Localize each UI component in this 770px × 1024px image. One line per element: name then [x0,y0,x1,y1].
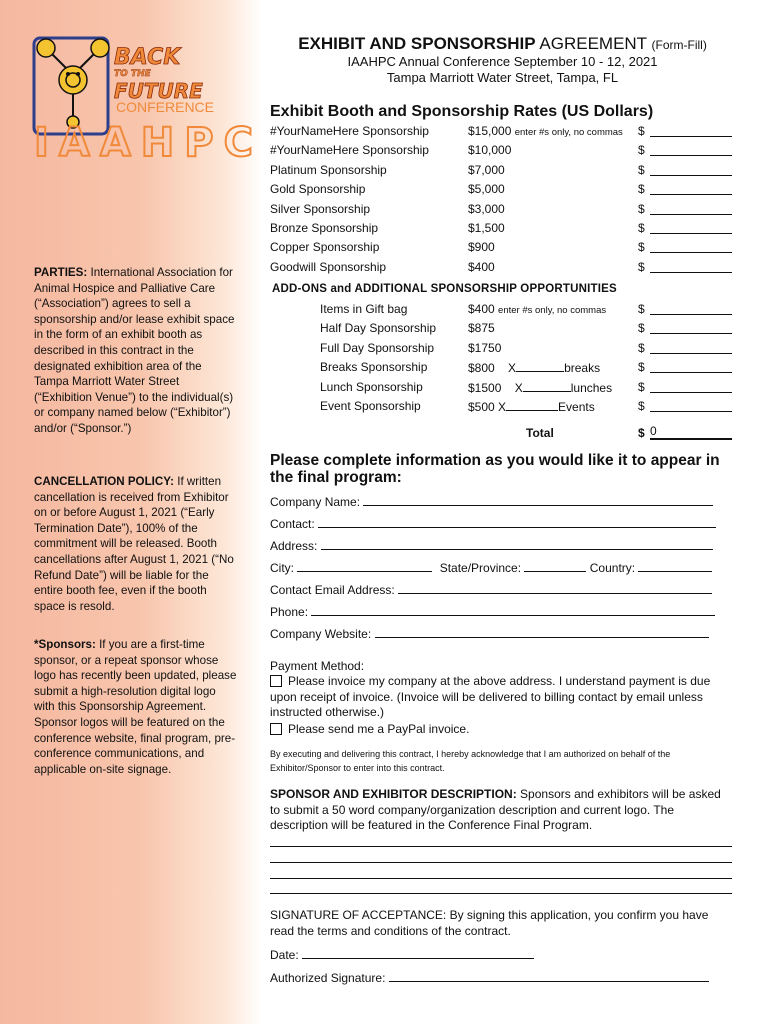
rate-row [270,163,735,181]
rate-dollar: $ [638,162,645,177]
addon-dollar: $ [638,360,645,375]
addon-name: Full Day Sponsorship [320,340,435,355]
logo-tothe-text: TO THE [114,69,151,79]
addon-amount-input[interactable] [650,372,732,373]
rate-row [270,202,735,220]
rate-name: Bronze Sponsorship [270,221,379,235]
rate-amount-input[interactable] [650,272,732,273]
addon-dollar: $ [638,321,645,336]
addon-amount: $800 X breaks [468,361,601,376]
addon-amount: $400 enter #s only, no commas [468,302,607,316]
rate-name: #YourNameHere Sponsorship [270,143,429,158]
rate-row [270,221,735,239]
rate-amount: $1,500 [468,221,505,235]
city-state-country-row[interactable]: City: State/Province: Country: [270,560,720,576]
rate-dollar: $ [638,221,645,235]
description-line-2[interactable] [270,862,732,863]
addon-row [270,341,735,359]
rate-dollar: $ [638,124,645,138]
rate-dollar: $ [638,259,645,274]
rate-amount: $10,000 [468,143,512,158]
description-label: SPONSOR AND EXHIBITOR DESCRIPTION: [270,787,517,801]
signature-acceptance-text: SIGNATURE OF ACCEPTANCE: By signing this application, you confirm you have read the terms and conditions of the contract. [270,908,709,938]
rate-name: Silver Sponsorship [270,201,371,216]
phone-field[interactable]: Phone: [270,604,720,620]
rate-amount-input[interactable] [650,155,732,156]
addon-qty-input[interactable] [516,360,564,372]
description-line-1[interactable] [270,846,732,847]
rate-row [270,240,735,258]
rate-amount-input[interactable] [650,136,732,137]
rate-amount-input[interactable] [650,233,732,234]
logo-back-text: BACK [114,45,181,70]
page-title: EXHIBIT AND SPONSORSHIP AGREEMENT (Form-Fill) [298,34,707,53]
parties-label: PARTIES: [34,266,88,279]
rate-dollar: $ [638,182,645,197]
rate-name: Copper Sponsorship [270,240,380,255]
addon-amount: $1500 X lunches [468,380,613,395]
rate-amount: $15,000 enter #s only, no commas [468,124,623,138]
sponsors-label: *Sponsors: [34,638,96,651]
rate-name: Platinum Sponsorship [270,162,387,177]
rate-name: #YourNameHere Sponsorship [270,124,429,138]
addon-amount-input[interactable] [650,333,732,334]
addons-heading: ADD-ONS and ADDITIONAL SPONSORSHIP OPPORTUNITIES [272,283,617,295]
authorization-text: By executing and delivering this contract, I hereby acknowledge that I am authorized on behalf of the Exhibitor/Sponsor to enter into this contract. [270,749,671,773]
rates-heading: Exhibit Booth and Sponsorship Rates (US Dollars) [270,103,654,120]
rate-name: Goodwill Sponsorship [270,259,387,274]
form-main [270,0,735,1024]
paypal-checkbox[interactable] [270,723,282,735]
description-line-3[interactable] [270,878,732,879]
rate-name: Gold Sponsorship [270,182,366,197]
addon-row [270,380,735,398]
logo-conference-text: CONFERENCE [116,99,215,115]
rate-amount-input[interactable] [650,175,732,176]
rate-amount: $7,000 [468,162,505,177]
addon-amount: $1750 [468,340,502,355]
total-dollar: $ [638,426,645,440]
addon-name: Items in Gift bag [320,302,408,316]
addon-row [270,399,735,417]
addon-amount-input[interactable] [650,353,732,354]
addon-amount-input[interactable] [650,411,732,412]
payment-label: Payment Method: [270,659,365,673]
total-row [270,426,735,444]
contact-email-field[interactable]: Contact Email Address: [270,582,720,598]
addon-row [270,302,735,320]
sidebar-panel [0,0,262,1024]
payment-option-paypal: Please send me a PayPal invoice. [270,722,732,738]
rate-amount-input[interactable] [650,252,732,253]
rate-dollar: $ [638,143,645,158]
addon-dollar: $ [638,302,645,316]
rate-row [270,143,735,161]
addon-amount-input[interactable] [650,314,732,315]
program-heading: Please complete information as you would like it to appear in the final program: [270,452,720,486]
authorized-signature-field[interactable]: Authorized Signature: [270,970,720,986]
addon-name: Event Sponsorship [320,399,421,413]
cancellation-label: CANCELLATION POLICY: [34,475,174,488]
addon-amount: $500 X Events [468,400,595,414]
rate-amount: $400 [468,259,495,274]
addon-dollar: $ [638,340,645,355]
rate-amount: $5,000 [468,182,505,197]
rate-dollar: $ [638,240,645,255]
org-wordmark: IAAHPC [34,120,263,166]
addon-qty-input[interactable] [506,399,558,411]
description-section: SPONSOR AND EXHIBITOR DESCRIPTION: Sponsors and exhibitors will be asked to submit a 50 word company/organization description and current logo. The description will be featured in the Conference Final Program. [270,787,721,832]
total-field[interactable]: 0 [650,424,732,440]
contact-field[interactable]: Contact: [270,516,720,532]
sponsors-text: *Sponsors: If you are a first-time sponsor, or a repeat sponsor whose logo has recently been updated, please submit a high-resolution digital logo with this Sponsorship Agreement. Sponsor logos will be featured on the conference website, final program, pre-conference communications, and applicable on-site signage. [34,638,237,776]
rate-row [270,260,735,278]
cancellation-text: CANCELLATION POLICY: If written cancellation is received from Exhibitor on or before August 1, 2021 (“Early Termination Date”), 100% of the commitment will be released. Booth cancellations after August 1, 2021 (“No Refund Date”) will be liable for the entire booth fee, even if the booth space is resold. [34,475,234,613]
payment-option-invoice: Please invoice my company at the above address. I understand payment is due upon receipt of invoice. (Invoice will be delivered to billing contact by email unless instructed otherwise.) [270,674,711,719]
rate-dollar: $ [638,201,645,216]
addon-amount-input[interactable] [650,392,732,393]
conference-subtitle: IAAHPC Annual Conference September 10 - 12, 2021 [347,54,658,69]
rate-amount: $3,000 [468,201,505,216]
parties-text: PARTIES: International Association for Animal Hospice and Palliative Care (“Association”) agrees to sell a sponsorship and/or lease exhibit space in the form of an exhibit booth as described in this contract in the designated exhibition area of the Tampa Marriott Water Street (“Exhibition Venue”) to the individual(s) or company named below (“Exhibitor”) and/or (“Sponsor.”) [34,266,235,435]
addon-name: Breaks Sponsorship [320,360,428,375]
logo-future-text: FUTURE [114,79,203,103]
rate-amount-input[interactable] [650,214,732,215]
rate-amount: $900 [468,240,495,255]
venue-subtitle: Tampa Marriott Water Street, Tampa, FL [386,70,619,85]
rate-row [270,124,735,142]
invoice-checkbox[interactable] [270,675,282,687]
rate-row [270,182,735,200]
addon-row [270,360,735,378]
addon-qty-input[interactable] [523,380,571,392]
addon-name: Half Day Sponsorship [320,321,437,336]
addon-name: Lunch Sponsorship [320,379,423,394]
rate-amount-input[interactable] [650,194,732,195]
addon-dollar: $ [638,379,645,394]
total-label: Total [526,426,554,440]
date-field[interactable]: Date: [270,947,720,963]
website-field[interactable]: Company Website: [270,626,720,642]
company-name-field[interactable]: Company Name: [270,494,720,510]
addon-row [270,321,735,339]
description-line-4[interactable] [270,893,732,894]
address-field[interactable]: Address: [270,538,720,554]
addon-amount: $875 [468,321,495,336]
addon-dollar: $ [638,399,645,413]
